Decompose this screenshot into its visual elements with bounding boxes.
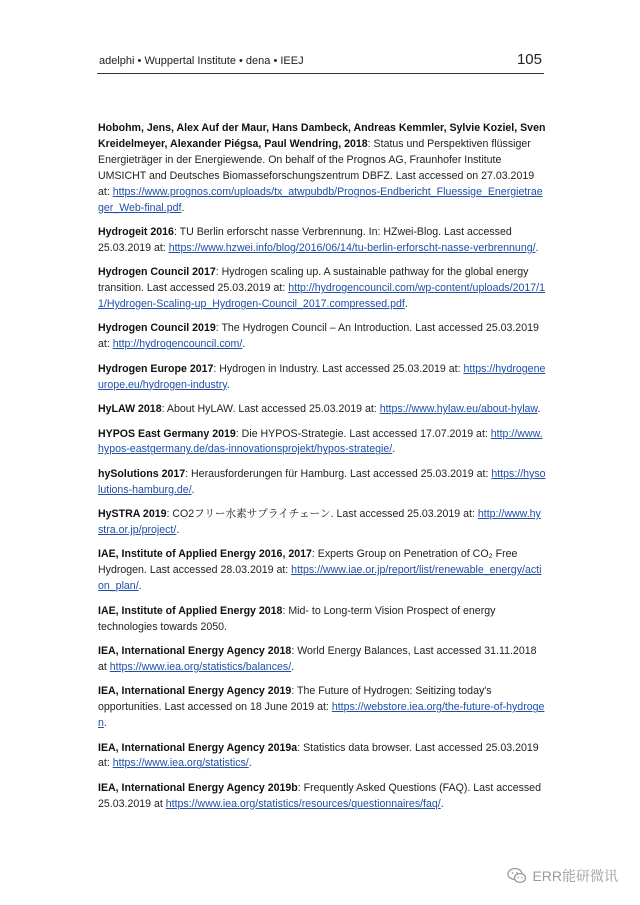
watermark-text: ERR能研微讯	[532, 868, 618, 884]
reference-link[interactable]: https://hysolutions-hamburg.de/	[98, 467, 546, 496]
reference-entry	[98, 362, 546, 394]
reference-author: hySolutions 2017	[98, 467, 186, 480]
reference-tail: .	[181, 201, 185, 214]
reference-author: IEA, International Energy Agency 2018	[98, 644, 292, 657]
reference-tail: .	[176, 524, 180, 537]
reference-author: Hydrogen Europe 2017	[98, 362, 214, 375]
reference-author: Hydrogeit 2016	[98, 225, 174, 238]
reference-entry	[98, 467, 546, 499]
reference-link[interactable]: http://www.hystra.or.jp/project/	[98, 508, 541, 537]
header-divider	[97, 73, 544, 74]
reference-author: HyLAW 2018	[98, 403, 162, 416]
reference-tail: .	[291, 660, 295, 673]
reference-author: IAE, Institute of Applied Energy 2016, 2017	[98, 548, 312, 561]
reference-entry	[98, 427, 546, 459]
reference-entry	[98, 321, 546, 353]
reference-link[interactable]: https://www.iea.org/statistics/	[112, 757, 249, 770]
reference-entry	[98, 604, 546, 636]
reference-entry	[98, 781, 546, 813]
reference-tail: .	[191, 483, 195, 496]
reference-description: : Die HYPOS-Strategie. Last accessed 17.07.2019 at:	[235, 427, 491, 440]
reference-description: : Hydrogen scaling up. A sustainable pathway for the global energy transition. Last accessed 25.03.2019 at:	[98, 266, 529, 295]
reference-link[interactable]: https://www.iea.org/statistics/balances/	[109, 660, 292, 673]
reference-author: Hydrogen Council 2019	[98, 322, 216, 335]
reference-author: Hydrogen Council 2017	[98, 266, 216, 279]
reference-entry	[98, 507, 546, 539]
reference-author: IEA, International Energy Agency 2019b	[98, 781, 298, 794]
reference-tail: .	[440, 797, 444, 810]
reference-author: IEA, International Energy Agency 2019a	[98, 741, 298, 754]
reference-tail: .	[535, 241, 539, 254]
reference-link[interactable]: https://hydrogeneurope.eu/hydrogen-industry	[98, 362, 546, 391]
watermark	[507, 866, 618, 886]
reference-description: : Experts Group on Penetration of CO₂ Free Hydrogen. Last accessed 28.03.2019 at:	[98, 548, 518, 577]
reference-author: IEA, International Energy Agency 2019	[98, 685, 292, 698]
reference-link[interactable]: https://www.hylaw.eu/about-hylaw	[379, 403, 538, 416]
wechat-icon	[507, 867, 527, 885]
reference-tail: .	[138, 580, 142, 593]
reference-description: : CO2フリー水素サプライチェーン. Last accessed 25.03.2019 at:	[166, 508, 478, 521]
reference-link[interactable]: http://www.hypos-eastgermany.de/das-innovationsprojekt/hypos-strategie/	[98, 427, 543, 456]
reference-description: : Statistics data browser. Last accessed 25.03.2019 at:	[98, 741, 539, 770]
reference-entry	[98, 741, 546, 773]
reference-tail: .	[404, 298, 408, 311]
reference-list	[98, 121, 546, 821]
reference-link[interactable]: https://webstore.iea.org/the-future-of-hydrogen	[98, 701, 545, 730]
reference-author: HySTRA 2019	[98, 508, 167, 521]
reference-entry	[98, 265, 546, 313]
reference-link[interactable]: http://hydrogencouncil.com/	[112, 338, 243, 351]
reference-description: : The Future of Hydrogen: Seitizing today's opportunities. Last accessed on 18 June 2019 at:	[98, 685, 492, 714]
reference-tail: .	[248, 757, 252, 770]
reference-link[interactable]: https://www.prognos.com/uploads/tx_atwpubdb/Prognos-Endbericht_Fluessige_Energietraeger_Web-final.pdf	[98, 185, 543, 214]
reference-description: : The Hydrogen Council – An Introduction. Last accessed 25.03.2019 at:	[98, 322, 539, 351]
reference-entry	[98, 684, 546, 732]
reference-link[interactable]: http://hydrogencouncil.com/wp-content/uploads/2017/11/Hydrogen-Scaling-up_Hydrogen-Council_2017.compressed.pdf	[98, 282, 546, 311]
reference-tail: .	[392, 443, 396, 456]
reference-description: : Frequently Asked Questions (FAQ). Last accessed 25.03.2019 at	[98, 781, 541, 810]
reference-link[interactable]: https://www.iea.org/statistics/resources/questionnaires/faq/	[165, 797, 441, 810]
reference-description: : Status und Perspektiven flüssiger Energieträger in der Energiewende. On behalf of the Prognos AG, Fraunhofer Institute UMSICHT and Deutsches Biomasseforschungszentrum DBFZ. Last accessed on 27.03.2019 at:	[98, 137, 535, 198]
reference-tail: .	[537, 403, 541, 416]
page-number: 105	[516, 51, 542, 68]
reference-tail: .	[242, 338, 246, 351]
reference-entry	[98, 121, 546, 216]
reference-description: : TU Berlin erforscht nasse Verbrennung. In: HZwei-Blog. Last accessed 25.03.2019 at:	[98, 225, 512, 254]
reference-entry	[98, 402, 546, 418]
reference-entry	[98, 644, 546, 676]
reference-link[interactable]: https://www.hzwei.info/blog/2016/06/14/tu-berlin-erforscht-nasse-verbrennung/	[168, 241, 536, 254]
header-publishers: adelphi • Wuppertal Institute • dena • IEEJ	[99, 55, 304, 67]
reference-link[interactable]: https://www.iae.or.jp/report/list/renewable_energy/action_plan/	[98, 564, 542, 593]
reference-entry	[98, 547, 546, 595]
page-header	[97, 50, 544, 72]
reference-entry	[98, 225, 546, 257]
reference-author: HYPOS East Germany 2019	[98, 427, 236, 440]
reference-description: : Hydrogen in Industry. Last accessed 25.03.2019 at:	[213, 362, 464, 375]
reference-author: Hobohm, Jens, Alex Auf der Maur, Hans Dambeck, Andreas Kemmler, Sylvie Koziel, Sven Kreidelmeyer, Alexander Piégsa, Paul Wendring, 2018	[98, 122, 546, 150]
reference-description: : World Energy Balances, Last accessed 31.11.2018 at	[98, 644, 537, 673]
reference-description: : Mid- to Long-term Vision Prospect of energy technologies towards 2050.	[98, 604, 496, 633]
reference-tail: .	[103, 717, 107, 730]
reference-author: IAE, Institute of Applied Energy 2018	[98, 604, 283, 617]
reference-description: : About HyLAW. Last accessed 25.03.2019 at:	[161, 403, 380, 416]
reference-tail: .	[226, 378, 230, 391]
reference-description: : Herausforderungen für Hamburg. Last accessed 25.03.2019 at:	[185, 467, 492, 480]
